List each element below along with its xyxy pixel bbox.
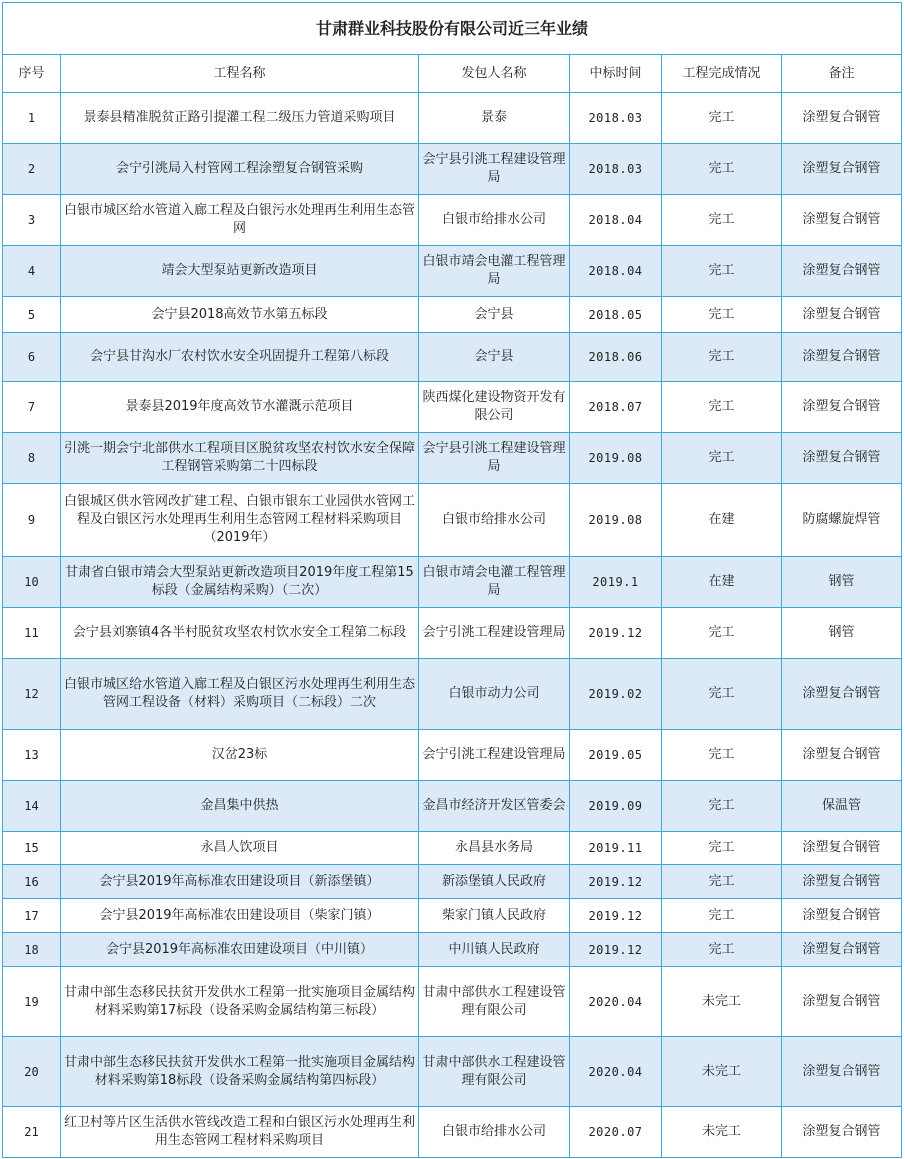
- cell-client: 永昌县水务局: [419, 832, 570, 865]
- cell-client: 会宁县引洮工程建设管理局: [419, 144, 570, 195]
- cell-index: 16: [3, 865, 61, 899]
- table-row: [3, 195, 902, 246]
- cell-index: 18: [3, 933, 61, 967]
- cell-award-time: 2019.05: [570, 730, 662, 781]
- cell-index: 2: [3, 144, 61, 195]
- cell-award-time: 2020.07: [570, 1107, 662, 1158]
- cell-project: 会宁县甘沟水厂农村饮水安全巩固提升工程第八标段: [61, 333, 419, 382]
- header-project: 工程名称: [61, 55, 419, 93]
- cell-status: 完工: [662, 382, 782, 433]
- cell-status: 完工: [662, 659, 782, 730]
- cell-status: 完工: [662, 195, 782, 246]
- cell-project: 会宁县2018高效节水第五标段: [61, 297, 419, 333]
- cell-client: 会宁县: [419, 297, 570, 333]
- table-row: [3, 1107, 902, 1158]
- cell-remark: 涂塑复合钢管: [782, 832, 902, 865]
- cell-project: 甘肃省白银市靖会大型泵站更新改造项目2019年度工程第15标段（金属结构采购）（二次）: [61, 557, 419, 608]
- cell-remark: 涂塑复合钢管: [782, 730, 902, 781]
- cell-award-time: 2019.11: [570, 832, 662, 865]
- cell-status: 完工: [662, 246, 782, 297]
- table-row: [3, 659, 902, 730]
- cell-award-time: 2018.04: [570, 195, 662, 246]
- cell-project: 白银市城区给水管道入廊工程及白银污水处理再生利用生态管网: [61, 195, 419, 246]
- cell-index: 13: [3, 730, 61, 781]
- cell-index: 5: [3, 297, 61, 333]
- table-row: [3, 382, 902, 433]
- table-row: [3, 557, 902, 608]
- cell-award-time: 2018.03: [570, 93, 662, 144]
- cell-award-time: 2018.07: [570, 382, 662, 433]
- table-row: [3, 484, 902, 557]
- performance-table: [2, 2, 902, 1158]
- header-award-time: 中标时间: [570, 55, 662, 93]
- cell-remark: 防腐螺旋焊管: [782, 484, 902, 557]
- cell-remark: 涂塑复合钢管: [782, 967, 902, 1037]
- cell-remark: 涂塑复合钢管: [782, 246, 902, 297]
- cell-project: 会宁县刘寨镇4各半村脱贫攻坚农村饮水安全工程第二标段: [61, 608, 419, 659]
- cell-index: 14: [3, 781, 61, 832]
- cell-client: 会宁县: [419, 333, 570, 382]
- table-row: [3, 297, 902, 333]
- cell-client: 景泰: [419, 93, 570, 144]
- cell-index: 12: [3, 659, 61, 730]
- cell-status: 未完工: [662, 1037, 782, 1107]
- cell-remark: 涂塑复合钢管: [782, 1037, 902, 1107]
- cell-status: 完工: [662, 933, 782, 967]
- cell-award-time: 2019.08: [570, 484, 662, 557]
- table-row: [3, 1037, 902, 1107]
- cell-index: 6: [3, 333, 61, 382]
- cell-project: 甘肃中部生态移民扶贫开发供水工程第一批实施项目金属结构材料采购第18标段（设备采购金属结构第四标段）: [61, 1037, 419, 1107]
- cell-remark: 涂塑复合钢管: [782, 333, 902, 382]
- cell-status: 完工: [662, 144, 782, 195]
- cell-remark: 涂塑复合钢管: [782, 297, 902, 333]
- cell-award-time: 2019.08: [570, 433, 662, 484]
- cell-project: 引洮一期会宁北部供水工程项目区脱贫攻坚农村饮水安全保障工程钢管采购第二十四标段: [61, 433, 419, 484]
- cell-award-time: 2018.05: [570, 297, 662, 333]
- table-row: [3, 93, 902, 144]
- cell-status: 完工: [662, 433, 782, 484]
- cell-client: 白银市动力公司: [419, 659, 570, 730]
- cell-award-time: 2018.04: [570, 246, 662, 297]
- cell-remark: 涂塑复合钢管: [782, 933, 902, 967]
- cell-client: 白银市给排水公司: [419, 195, 570, 246]
- cell-project: 金昌集中供热: [61, 781, 419, 832]
- cell-client: 会宁引洮工程建设管理局: [419, 730, 570, 781]
- cell-remark: 钢管: [782, 608, 902, 659]
- cell-client: 白银市给排水公司: [419, 484, 570, 557]
- cell-project: 红卫村等片区生活供水管线改造工程和白银区污水处理再生利用生态管网工程材料采购项目: [61, 1107, 419, 1158]
- cell-remark: 涂塑复合钢管: [782, 144, 902, 195]
- cell-project: 白银城区供水管网改扩建工程、白银市银东工业园供水管网工程及白银区污水处理再生利用生态管网工程材料采购项目（2019年）: [61, 484, 419, 557]
- table-row: [3, 433, 902, 484]
- cell-status: 完工: [662, 781, 782, 832]
- cell-status: 未完工: [662, 1107, 782, 1158]
- cell-index: 3: [3, 195, 61, 246]
- cell-index: 8: [3, 433, 61, 484]
- cell-remark: 涂塑复合钢管: [782, 433, 902, 484]
- cell-client: 陕西煤化建设物资开发有限公司: [419, 382, 570, 433]
- cell-project: 会宁县2019年高标准农田建设项目（柴家门镇）: [61, 899, 419, 933]
- cell-index: 4: [3, 246, 61, 297]
- cell-index: 9: [3, 484, 61, 557]
- cell-client: 金昌市经济开发区管委会: [419, 781, 570, 832]
- cell-award-time: 2019.1: [570, 557, 662, 608]
- cell-index: 20: [3, 1037, 61, 1107]
- cell-status: 完工: [662, 730, 782, 781]
- cell-project: 靖会大型泵站更新改造项目: [61, 246, 419, 297]
- cell-remark: 涂塑复合钢管: [782, 1107, 902, 1158]
- header-index: 序号: [3, 55, 61, 93]
- cell-index: 17: [3, 899, 61, 933]
- cell-client: 新添堡镇人民政府: [419, 865, 570, 899]
- table-row: [3, 730, 902, 781]
- cell-remark: 涂塑复合钢管: [782, 659, 902, 730]
- cell-project: 会宁县2019年高标准农田建设项目（中川镇）: [61, 933, 419, 967]
- cell-index: 7: [3, 382, 61, 433]
- cell-status: 完工: [662, 297, 782, 333]
- cell-index: 10: [3, 557, 61, 608]
- cell-status: 完工: [662, 93, 782, 144]
- cell-project: 白银市城区给水管道入廊工程及白银区污水处理再生利用生态管网工程设备（材料）采购项目（二标段）二次: [61, 659, 419, 730]
- cell-client: 中川镇人民政府: [419, 933, 570, 967]
- cell-project: 甘肃中部生态移民扶贫开发供水工程第一批实施项目金属结构材料采购第17标段（设备采购金属结构第三标段）: [61, 967, 419, 1037]
- cell-project: 景泰县精准脱贫正路引提灌工程二级压力管道采购项目: [61, 93, 419, 144]
- cell-index: 11: [3, 608, 61, 659]
- cell-award-time: 2019.12: [570, 933, 662, 967]
- table-row: [3, 933, 902, 967]
- cell-status: 在建: [662, 484, 782, 557]
- cell-status: 完工: [662, 333, 782, 382]
- cell-award-time: 2019.12: [570, 865, 662, 899]
- table-row: [3, 899, 902, 933]
- cell-award-time: 2018.03: [570, 144, 662, 195]
- cell-index: 1: [3, 93, 61, 144]
- cell-remark: 钢管: [782, 557, 902, 608]
- cell-status: 完工: [662, 899, 782, 933]
- cell-remark: 涂塑复合钢管: [782, 382, 902, 433]
- cell-client: 白银市靖会电灌工程管理局: [419, 557, 570, 608]
- cell-status: 完工: [662, 865, 782, 899]
- cell-client: 会宁引洮工程建设管理局: [419, 608, 570, 659]
- cell-status: 未完工: [662, 967, 782, 1037]
- cell-status: 完工: [662, 832, 782, 865]
- cell-client: 白银市靖会电灌工程管理局: [419, 246, 570, 297]
- table-title: 甘肃群业科技股份有限公司近三年业绩: [3, 3, 902, 55]
- header-row: [3, 55, 902, 93]
- cell-index: 15: [3, 832, 61, 865]
- table-row: [3, 832, 902, 865]
- table-row: [3, 246, 902, 297]
- header-client: 发包人名称: [419, 55, 570, 93]
- cell-award-time: 2019.09: [570, 781, 662, 832]
- cell-client: 会宁县引洮工程建设管理局: [419, 433, 570, 484]
- cell-project: 汉岔23标: [61, 730, 419, 781]
- cell-award-time: 2019.12: [570, 608, 662, 659]
- header-status: 工程完成情况: [662, 55, 782, 93]
- cell-client: 白银市给排水公司: [419, 1107, 570, 1158]
- table-row: [3, 967, 902, 1037]
- table-row: [3, 333, 902, 382]
- cell-remark: 涂塑复合钢管: [782, 195, 902, 246]
- cell-award-time: 2019.12: [570, 899, 662, 933]
- cell-award-time: 2020.04: [570, 1037, 662, 1107]
- cell-client: 柴家门镇人民政府: [419, 899, 570, 933]
- header-remark: 备注: [782, 55, 902, 93]
- cell-project: 会宁引洮局入村管网工程涂塑复合钢管采购: [61, 144, 419, 195]
- table-row: [3, 608, 902, 659]
- cell-remark: 涂塑复合钢管: [782, 899, 902, 933]
- cell-project: 会宁县2019年高标准农田建设项目（新添堡镇）: [61, 865, 419, 899]
- cell-award-time: 2020.04: [570, 967, 662, 1037]
- table-row: [3, 865, 902, 899]
- cell-status: 完工: [662, 608, 782, 659]
- table-row: [3, 144, 902, 195]
- cell-remark: 涂塑复合钢管: [782, 865, 902, 899]
- cell-client: 甘肃中部供水工程建设管理有限公司: [419, 967, 570, 1037]
- cell-project: 景泰县2019年度高效节水灌溉示范项目: [61, 382, 419, 433]
- table-row: [3, 781, 902, 832]
- cell-remark: 保温管: [782, 781, 902, 832]
- cell-status: 在建: [662, 557, 782, 608]
- cell-client: 甘肃中部供水工程建设管理有限公司: [419, 1037, 570, 1107]
- cell-project: 永昌人饮项目: [61, 832, 419, 865]
- cell-award-time: 2018.06: [570, 333, 662, 382]
- cell-index: 21: [3, 1107, 61, 1158]
- cell-award-time: 2019.02: [570, 659, 662, 730]
- cell-remark: 涂塑复合钢管: [782, 93, 902, 144]
- cell-index: 19: [3, 967, 61, 1037]
- table-body: [3, 93, 902, 1158]
